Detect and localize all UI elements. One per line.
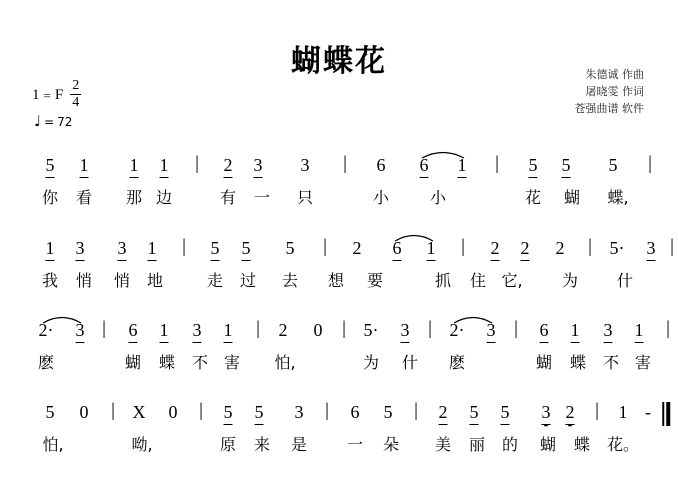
lyric-syllable: 一 (346, 435, 364, 454)
note: 3 (193, 320, 202, 343)
lyric-syllable: 朵 (382, 435, 400, 454)
note: 5 (470, 402, 479, 425)
note: 6 (129, 320, 138, 343)
page-title: 蝴蝶花 (291, 44, 387, 79)
lyric-syllable: 蝴 (539, 435, 557, 454)
music-system-3 (0, 320, 678, 376)
key-equals: = (43, 87, 51, 103)
note: 5 (383, 402, 393, 422)
lyric-syllable: 看 (75, 188, 93, 207)
note: 2 (555, 238, 565, 258)
credits-block (575, 66, 645, 117)
lyric-syllable: 有 (219, 188, 237, 207)
note: - (645, 402, 651, 422)
note: 0 (313, 320, 323, 340)
barline: | (256, 318, 260, 339)
lyric-syllable: 怕, (42, 435, 64, 454)
note: 6 (376, 155, 386, 175)
lyric-row-1 (0, 185, 678, 211)
note: 1 (635, 320, 644, 343)
note: 2 (566, 402, 575, 425)
lyric-syllable: 丽 (468, 435, 486, 454)
note: 5 (562, 155, 571, 178)
lyric-syllable: 害 (223, 353, 241, 372)
lyric-syllable: 抓 (434, 271, 452, 290)
note: 5 (255, 402, 264, 425)
note: 3 (542, 402, 551, 425)
music-system-1 (0, 155, 678, 211)
barline: | (414, 400, 418, 421)
note: 1 (80, 155, 89, 178)
note: 2 (521, 238, 530, 261)
note: 2· (449, 320, 465, 340)
barline: | (323, 236, 327, 257)
note: 1 (618, 402, 628, 422)
note: 1 (427, 238, 436, 261)
final-barline (662, 402, 670, 426)
note: 5· (363, 320, 379, 340)
note: 5 (501, 402, 510, 425)
note: 3 (401, 320, 410, 343)
quarter-note-icon: ♩ (34, 112, 42, 130)
note: 2 (224, 155, 233, 178)
note: 5 (242, 238, 251, 261)
note: 5 (224, 402, 233, 425)
lyric-syllable: 花。 (606, 435, 640, 454)
tempo-marking (34, 114, 72, 129)
lyric-syllable: 你 (41, 188, 59, 207)
lyric-syllable: 美 (434, 435, 452, 454)
note: 5 (529, 155, 538, 178)
lyric-syllable: 住 (469, 271, 487, 290)
note: 5 (45, 402, 55, 422)
lyric-syllable: 小 (429, 188, 447, 207)
music-system-4 (0, 402, 678, 458)
lyric-syllable: 原 (219, 435, 237, 454)
lyric-syllable: 呦, (131, 435, 153, 454)
note: 2 (439, 402, 448, 425)
barline: | (495, 153, 499, 174)
note: 5· (609, 238, 625, 258)
barline: | (588, 236, 592, 257)
note: 2 (278, 320, 288, 340)
key-signature (32, 80, 81, 111)
lyric-syllable: 花 (524, 188, 542, 207)
note: 5 (285, 238, 295, 258)
lyric-syllable: 为 (561, 271, 579, 290)
note: 3 (300, 155, 310, 175)
lyric-syllable: 不 (191, 353, 209, 372)
note: 6 (393, 238, 402, 261)
barline: | (325, 400, 329, 421)
credit-composer: 朱德诚 作曲 (585, 68, 644, 81)
barline: | (428, 318, 432, 339)
note: 1 (160, 155, 169, 178)
note: 3 (118, 238, 127, 261)
barline: | (199, 400, 203, 421)
note: 1 (130, 155, 139, 178)
lyric-syllable: 要 (366, 271, 384, 290)
lyric-syllable: 地 (146, 271, 164, 290)
note: 1 (224, 320, 233, 343)
note: 3 (604, 320, 613, 343)
note: 5 (211, 238, 220, 261)
barline: | (195, 153, 199, 174)
barline: | (648, 153, 652, 174)
note: 3 (254, 155, 263, 178)
lyric-syllable: 蝶 (158, 353, 176, 372)
barline: | (182, 236, 186, 257)
note: 3 (647, 238, 656, 261)
lyric-syllable: 蝴 (535, 353, 553, 372)
lyric-syllable: 怕, (274, 353, 296, 372)
lyric-syllable: 是 (290, 435, 308, 454)
lyric-syllable: 走 (206, 271, 224, 290)
music-system-2 (0, 238, 678, 294)
note: 5 (46, 155, 55, 178)
note: 0 (168, 402, 178, 422)
lyric-syllable: 什 (616, 271, 634, 290)
lyric-syllable: 过 (239, 271, 257, 290)
note: 1 (571, 320, 580, 343)
note: X (132, 402, 146, 422)
note: 6 (350, 402, 360, 422)
note-row-1 (0, 155, 678, 185)
lyric-syllable: 一 (253, 188, 271, 207)
lyric-row-3 (0, 350, 678, 376)
lyric-syllable: 来 (253, 435, 271, 454)
lyric-syllable: 它, (501, 271, 523, 290)
note: 5 (608, 155, 618, 175)
lyric-syllable: 麽 (448, 353, 466, 372)
lyric-syllable: 什 (401, 353, 419, 372)
barline: | (461, 236, 465, 257)
note-row-4 (0, 402, 678, 432)
lyric-row-2 (0, 268, 678, 294)
note: 2 (491, 238, 500, 261)
note: 2 (352, 238, 362, 258)
credit-software: 苍强曲谱 软件 (574, 102, 644, 115)
tempo-equals: = (44, 114, 55, 129)
barline: | (514, 318, 518, 339)
key-prefix: 1 (32, 87, 40, 103)
lyric-syllable: 悄 (113, 271, 131, 290)
note-row-2 (0, 238, 678, 268)
tempo-value: 72 (57, 114, 73, 129)
lyric-syllable: 去 (281, 271, 299, 290)
lyric-syllable: 只 (296, 188, 314, 207)
lyric-syllable: 我 (41, 271, 59, 290)
note: 6 (420, 155, 429, 178)
key-letter: F (54, 87, 64, 103)
lyric-syllable: 边 (155, 188, 173, 207)
lyric-syllable: 那 (125, 188, 143, 207)
note: 1 (160, 320, 169, 343)
barline: | (343, 153, 347, 174)
credit-lyricist: 屠晓雯 作词 (585, 85, 644, 98)
lyric-syllable: 麽 (37, 353, 55, 372)
meter-bottom: 4 (72, 95, 80, 110)
barline: | (595, 400, 599, 421)
barline: | (342, 318, 346, 339)
lyric-syllable: 的 (501, 435, 519, 454)
lyric-row-4 (0, 432, 678, 458)
note: 3 (487, 320, 496, 343)
lyric-syllable: 为 (362, 353, 380, 372)
lyric-syllable: 蝶 (569, 353, 587, 372)
lyric-syllable: 蝴 (124, 353, 142, 372)
barline: | (102, 318, 106, 339)
note: 6 (540, 320, 549, 343)
note: 2· (38, 320, 54, 340)
meter-top: 2 (72, 78, 80, 93)
lyric-syllable: 小 (372, 188, 390, 207)
lyric-syllable: 蝶, (607, 188, 629, 207)
note: 3 (294, 402, 304, 422)
note: 3 (76, 320, 85, 343)
barline: | (111, 400, 115, 421)
lyric-syllable: 不 (602, 353, 620, 372)
lyric-syllable: 害 (634, 353, 652, 372)
note: 1 (46, 238, 55, 261)
barline: | (666, 318, 670, 339)
lyric-syllable: 蝶 (573, 435, 591, 454)
lyric-syllable: 蝴 (563, 188, 581, 207)
note: 1 (458, 155, 467, 178)
note: 3 (76, 238, 85, 261)
note: 1 (148, 238, 157, 261)
lyric-syllable: 想 (327, 271, 345, 290)
time-signature (70, 79, 81, 110)
lyric-syllable: 悄 (75, 271, 93, 290)
note: 0 (79, 402, 89, 422)
note-row-3 (0, 320, 678, 350)
barline: | (670, 236, 674, 257)
